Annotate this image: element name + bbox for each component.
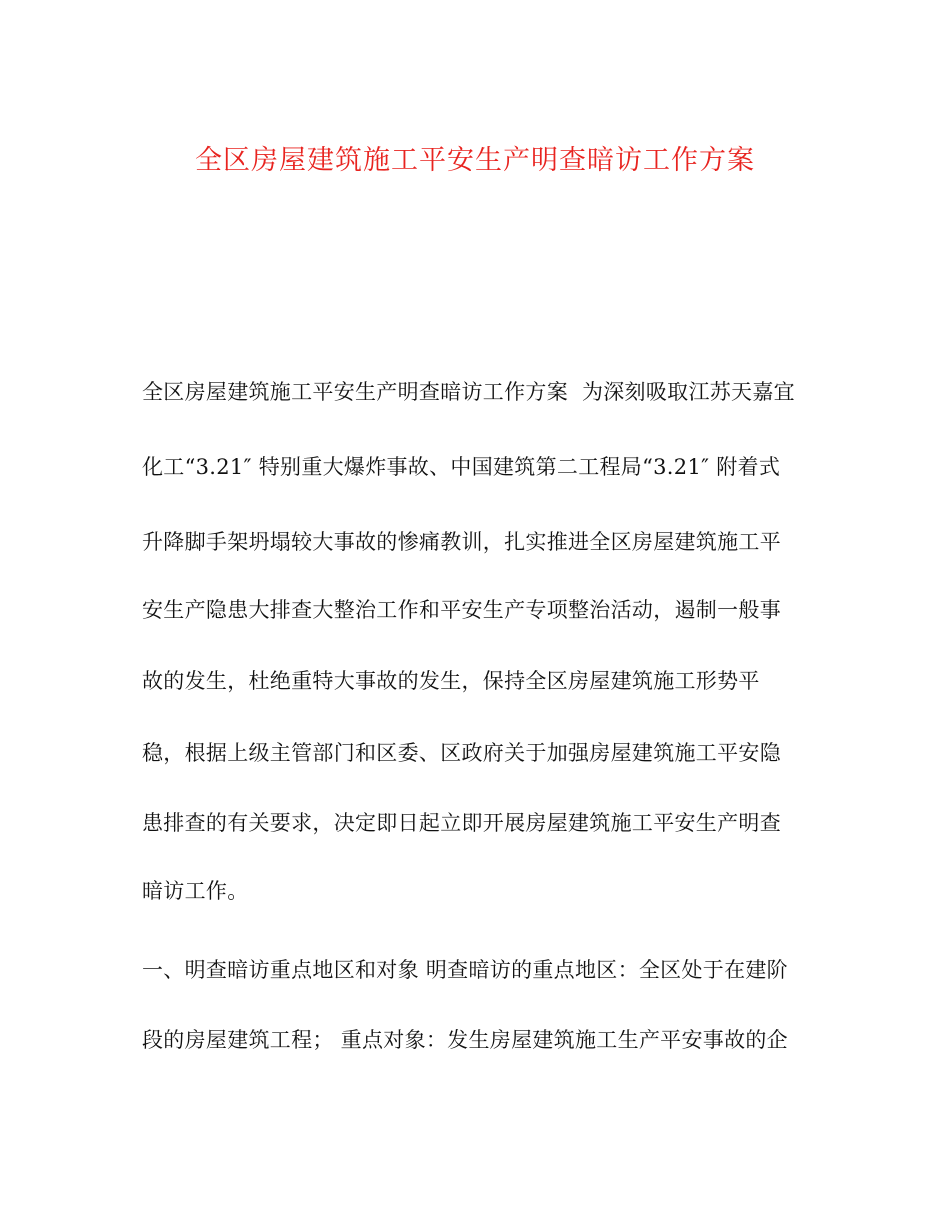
body-line: 暗访工作。 [142, 879, 249, 903]
body-line: 化工“3.21″ 特别重大爆炸事故、中国建筑第二工程局“3.21″ 附着式 [142, 455, 781, 479]
body-line: 稳，根据上级主管部门和区委、区政府关于加强房屋建筑施工平安隐 [142, 741, 781, 765]
body-line: 全区房屋建筑施工平安生产明查暗访工作方案 为深刻吸取江苏天嘉宜 [142, 380, 795, 404]
body-line: 升降脚手架坍塌较大事故的惨痛教训，扎实推进全区房屋建筑施工平 [142, 530, 781, 554]
body-line: 安生产隐患大排查大整治工作和平安生产专项整治活动，遏制一般事 [142, 598, 781, 622]
body-line: 故的发生，杜绝重特大事故的发生，保持全区房屋建筑施工形势平 [142, 669, 760, 693]
body-line: 段的房屋建筑工程； 重点对象：发生房屋建筑施工生产平安事故的企 [142, 1028, 788, 1052]
document-title: 全区房屋建筑施工平安生产明查暗访工作方案 [195, 145, 755, 176]
body-line: 患排查的有关要求，决定即日起立即开展房屋建筑施工平安生产明查 [142, 811, 781, 835]
section-heading-line: 一、明查暗访重点地区和对象 明查暗访的重点地区：全区处于在建阶 [142, 958, 788, 982]
